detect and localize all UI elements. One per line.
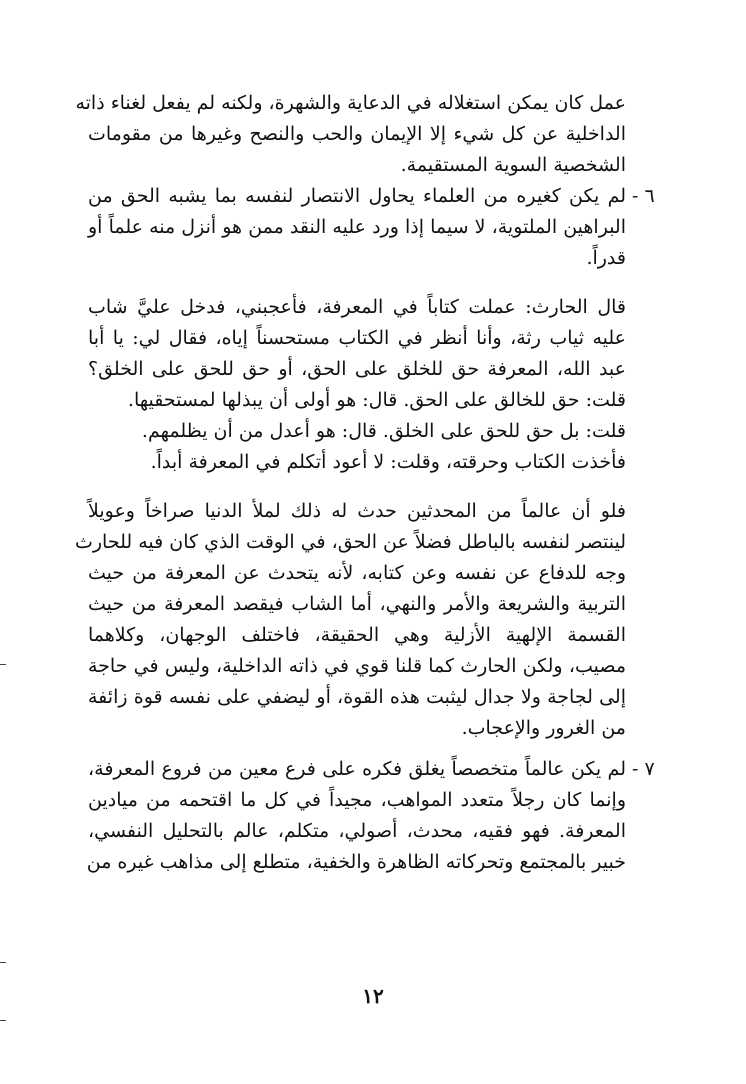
text-line: الداخلية عن كل شيء إلا الإيمان والحب والنصح وغيرها من مقومات	[88, 123, 626, 145]
text-line: عمل كان يمكن استغلاله في الدعاية والشهرة، ولكنه لم يفعل لغناء ذاته	[75, 92, 626, 114]
item-number: ٦ -	[632, 185, 655, 207]
text-line: خبير بالمجتمع وتحركاته الظاهرة والخفية، متطلع إلى مذاهب غيره من	[86, 851, 626, 873]
text-line: البراهين الملتوية، لا سيما إذا ورد عليه النقد ممن هو أنزل منه علماً أو	[88, 216, 626, 238]
text-line: فلو أن عالماً من المحدثين حدث له ذلك لملأ الدنيا صراخاً وعويلاً	[88, 500, 626, 522]
text-line: وإنما كان رجلاً متعدد المواهب، مجيداً في كل ما اقتحمه من ميادين	[88, 789, 626, 811]
margin-tick	[0, 962, 6, 963]
item-6-text	[88, 181, 626, 274]
text-line: إلى لجاجة ولا جدال ليثبت هذه القوة، أو ليضفي على نفسه قوة زائفة	[88, 686, 626, 708]
item-number: ٧ -	[632, 758, 655, 780]
text-line: لم يكن عالماً متخصصاً يغلق فكره على فرع معين من فروع المعرفة،	[88, 758, 626, 780]
paragraph-1	[75, 88, 626, 181]
list-item-6	[88, 181, 655, 274]
margin-tick	[0, 1020, 6, 1021]
text-line: قلت: حق للخالق على الحق. قال: هو أولى أن يبذلها لمستحقيها.	[127, 389, 626, 411]
page-body	[75, 88, 655, 878]
text-line: المعرفة. فهو فقيه، محدث، أصولي، متكلم، عالم بالتحليل النفسي،	[88, 820, 626, 842]
text-line: وجه للدفاع عن نفسه وعن كتابه، لأنه يتحدث عن المعرفة من حيث	[88, 562, 626, 584]
text-line: قدراً.	[586, 247, 626, 269]
page-number: ١٢	[362, 984, 384, 1008]
quote-block	[88, 292, 626, 478]
text-line: لم يكن كغيره من العلماء يحاول الانتصار لنفسه بما يشبه الحق من	[88, 185, 626, 207]
text-line: الشخصية السوية المستقيمة.	[400, 154, 626, 176]
margin-tick	[0, 664, 6, 665]
text-line: قلت: بل حق للحق على الخلق. قال: هو أعدل من أن يظلمهم.	[141, 420, 626, 442]
text-line: القسمة الإلهية الأزلية وهي الحقيقة، فاختلف الوجهان، وكلاهما	[88, 624, 626, 646]
text-line: عبد الله، المعرفة حق للخلق على الحق، أو حق للحق على الخلق؟	[88, 358, 626, 380]
text-line: التربية والشريعة والأمر والنهي، أما الشاب فيقصد المعرفة من حيث	[88, 593, 626, 615]
text-line: فأخذت الكتاب وحرقته، وقلت: لا أعود أتكلم في المعرفة أبداً.	[150, 451, 626, 473]
paragraph-2	[75, 496, 626, 744]
list-item-7	[86, 754, 655, 878]
text-line: عليه ثياب رثة، وأنا أنظر في الكتاب مستحسناً إياه، فقال لي: يا أبا	[88, 327, 626, 349]
text-line: قال الحارث: عملت كتاباً في المعرفة، فأعجبني، فدخل عليَّ شاب	[88, 296, 626, 318]
item-7-text	[88, 754, 626, 878]
text-line: من الغرور والإعجاب.	[461, 717, 626, 739]
text-line: لينتصر لنفسه بالباطل فضلاً عن الحق، في الوقت الذي كان فيه للحارث	[75, 531, 626, 553]
text-line: مصيب، ولكن الحارث كما قلنا قوي في ذاته الداخلية، وليس في حاجة	[88, 655, 626, 677]
